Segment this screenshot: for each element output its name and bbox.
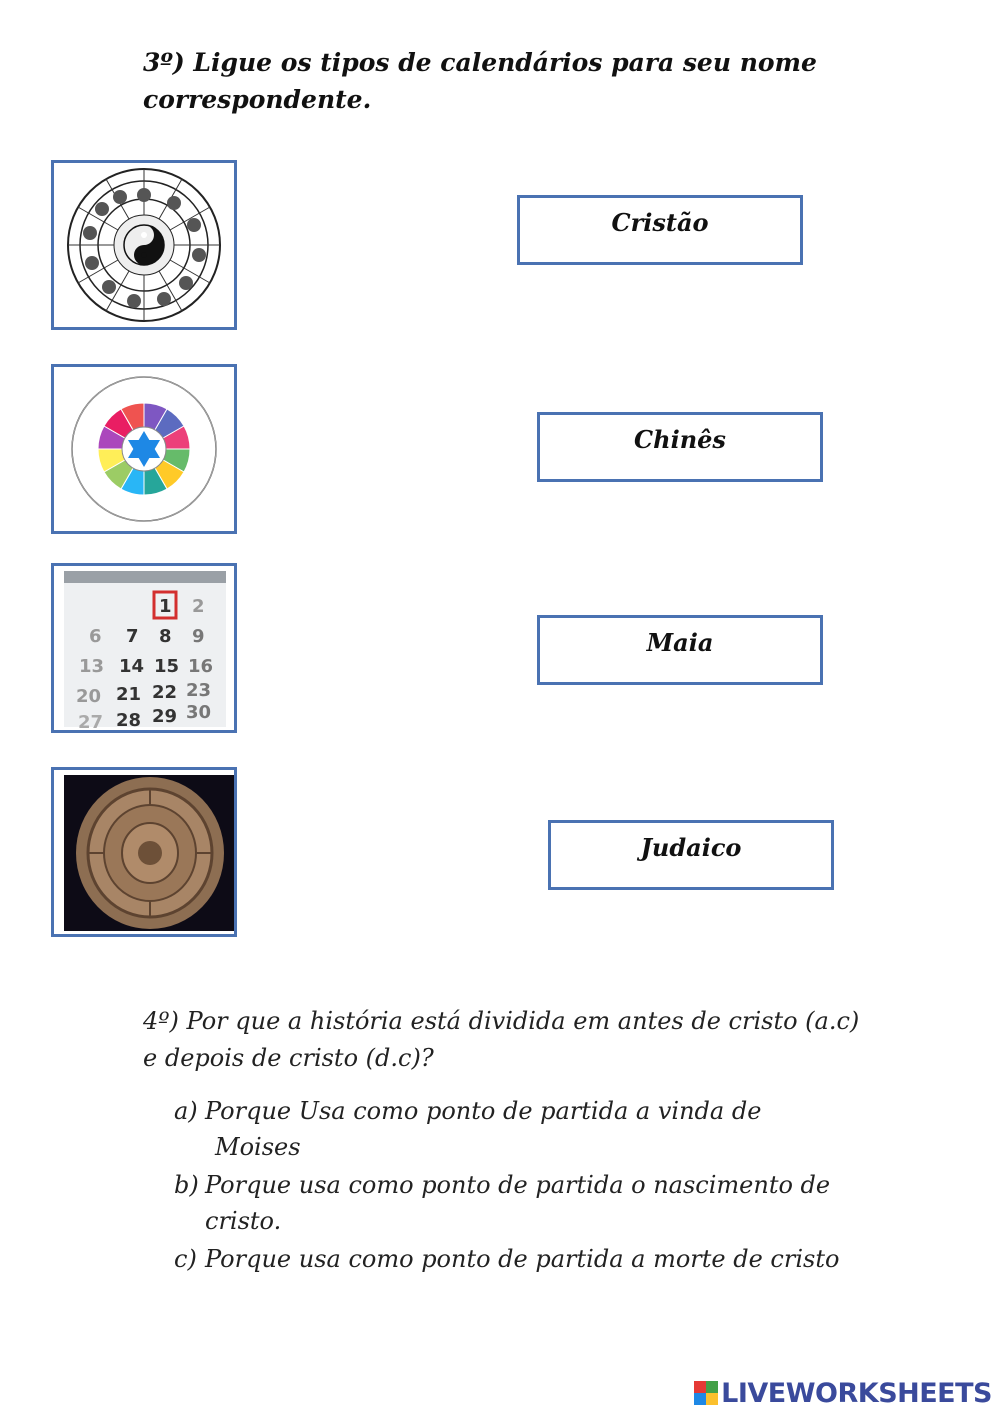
- calendar-number: 13: [79, 656, 105, 677]
- calendar-number: 9: [192, 626, 205, 647]
- option-b[interactable]: [174, 1167, 874, 1241]
- calendar-number: 14: [119, 656, 145, 677]
- option-c[interactable]: [174, 1241, 874, 1278]
- calendar-number: 20: [76, 686, 102, 707]
- question-4-options: [174, 1093, 874, 1278]
- mayan-stone-calendar-image[interactable]: [51, 767, 237, 937]
- name-box-judaico[interactable]: Judaico: [548, 820, 834, 890]
- name-box-chines[interactable]: Chinês: [537, 412, 823, 482]
- calendar-number: 29: [152, 706, 178, 727]
- calendar-number: 2: [192, 596, 205, 617]
- chinese-zodiac-calendar-image[interactable]: [51, 160, 237, 330]
- calendar-number: 23: [186, 680, 212, 701]
- calendar-number: 6: [89, 626, 102, 647]
- calendar-number: 8: [159, 626, 172, 647]
- calendar-number: 16: [188, 656, 214, 677]
- name-box-maia[interactable]: Maia: [537, 615, 823, 685]
- jewish-colorful-calendar-image[interactable]: [51, 364, 237, 534]
- liveworksheets-brand: [694, 1376, 992, 1410]
- calendar-number: 7: [126, 626, 139, 647]
- question-4-text: 4º) Por que a história está dividida em antes de cristo (a.c) e depois de cristo (d.c)?: [143, 1007, 860, 1072]
- option-a[interactable]: [174, 1093, 874, 1167]
- calendar-number: 21: [116, 684, 142, 705]
- option-letter: c): [174, 1245, 197, 1273]
- option-text: Porque usa como ponto de partida o nascimento de cristo.: [205, 1171, 831, 1235]
- calendar-number: 22: [152, 682, 178, 703]
- calendar-number: 15: [154, 656, 180, 677]
- calendar-number: 27: [78, 712, 104, 730]
- christian-wall-calendar-image[interactable]: [51, 563, 237, 733]
- option-letter: a): [174, 1097, 198, 1125]
- option-text: Porque usa como ponto de partida a morte de cristo: [205, 1245, 840, 1273]
- option-letter: b): [174, 1171, 199, 1199]
- calendar-number: 1: [159, 596, 172, 617]
- brand-text: LIVEWORKSHEETS: [721, 1377, 992, 1409]
- option-text: Porque Usa como ponto de partida a vinda de Moises: [205, 1097, 762, 1161]
- name-box-cristao[interactable]: Cristão: [517, 195, 803, 265]
- liveworksheets-logo-icon: [694, 1381, 718, 1405]
- calendar-number: 28: [116, 710, 142, 730]
- question-3-title: 3º) Ligue os tipos de calendários para seu nome correspondente.: [143, 48, 817, 114]
- calendar-number: 30: [186, 702, 212, 723]
